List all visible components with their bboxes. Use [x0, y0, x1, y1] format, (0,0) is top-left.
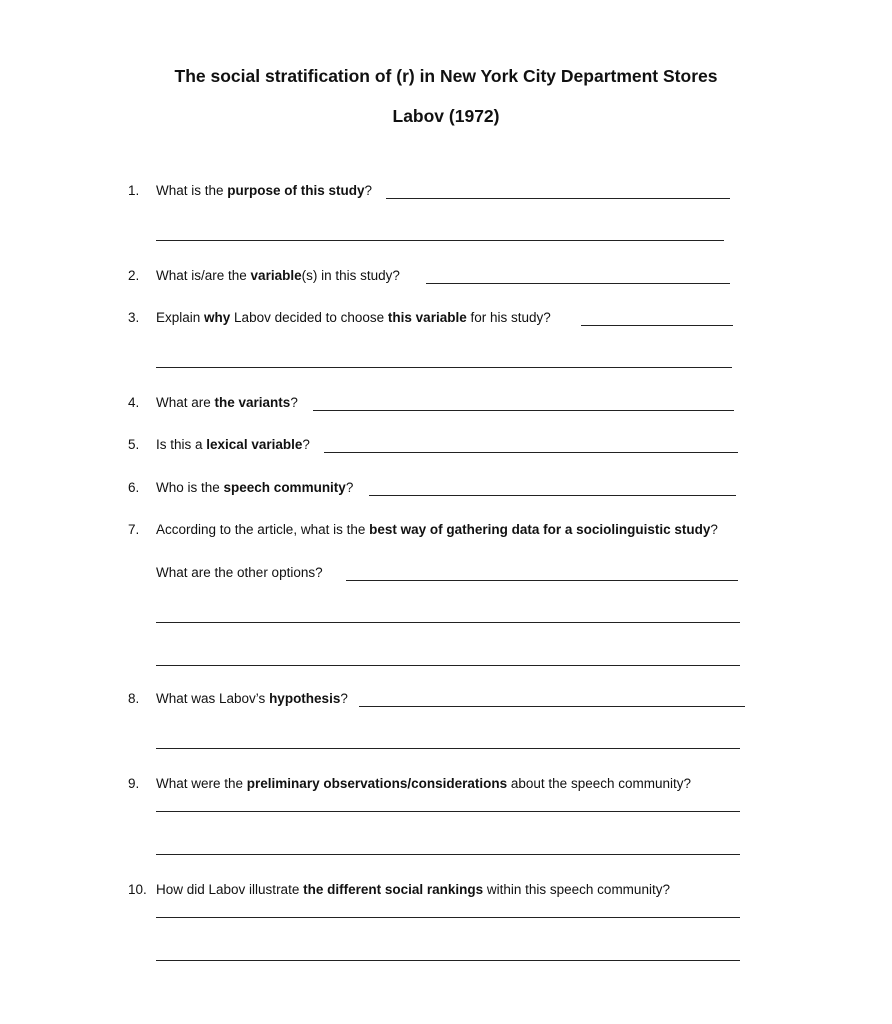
- answer-line[interactable]: [156, 960, 740, 961]
- question-number: 6.: [128, 480, 140, 495]
- answer-line[interactable]: [369, 495, 736, 496]
- document-subtitle: Labov (1972): [392, 106, 500, 126]
- answer-line[interactable]: [156, 240, 724, 241]
- question-number: 10.: [128, 882, 147, 897]
- answer-line[interactable]: [346, 580, 738, 581]
- question-text: Who is the speech community?: [156, 480, 354, 495]
- answer-line[interactable]: [581, 325, 733, 326]
- answer-line[interactable]: [359, 706, 745, 707]
- question-number: 3.: [128, 310, 140, 325]
- answer-line[interactable]: [156, 367, 732, 368]
- question-followup-text: What are the other options?: [156, 565, 323, 580]
- question-number: 1.: [128, 183, 140, 198]
- question-text: What are the variants?: [156, 395, 298, 410]
- answer-line[interactable]: [156, 748, 740, 749]
- answer-line[interactable]: [156, 811, 740, 812]
- document-title: The social stratification of (r) in New York City Department Stores: [174, 66, 718, 86]
- answer-line[interactable]: [156, 665, 740, 666]
- question-text: Explain why Labov decided to choose this variable for his study?: [156, 310, 551, 325]
- question-text: According to the article, what is the best way of gathering data for a sociolinguistic study?: [156, 522, 718, 537]
- answer-line[interactable]: [426, 283, 730, 284]
- answer-line[interactable]: [156, 622, 740, 623]
- question-text: What is the purpose of this study?: [156, 183, 373, 198]
- question-text: What were the preliminary observations/considerations about the speech community?: [156, 776, 691, 791]
- question-number: 4.: [128, 395, 140, 410]
- answer-line[interactable]: [386, 198, 730, 199]
- question-text: How did Labov illustrate the different social rankings within this speech community?: [156, 882, 670, 897]
- question-number: 5.: [128, 437, 140, 452]
- question-number: 2.: [128, 268, 140, 283]
- question-text: What is/are the variable(s) in this study?: [156, 268, 400, 283]
- question-text: What was Labov’s hypothesis?: [156, 691, 348, 706]
- answer-line[interactable]: [156, 917, 740, 918]
- answer-line[interactable]: [324, 452, 738, 453]
- question-number: 7.: [128, 522, 140, 537]
- question-text: Is this a lexical variable?: [156, 437, 310, 452]
- question-number: 8.: [128, 691, 140, 706]
- answer-line[interactable]: [156, 854, 740, 855]
- answer-line[interactable]: [313, 410, 734, 411]
- question-number: 9.: [128, 776, 140, 791]
